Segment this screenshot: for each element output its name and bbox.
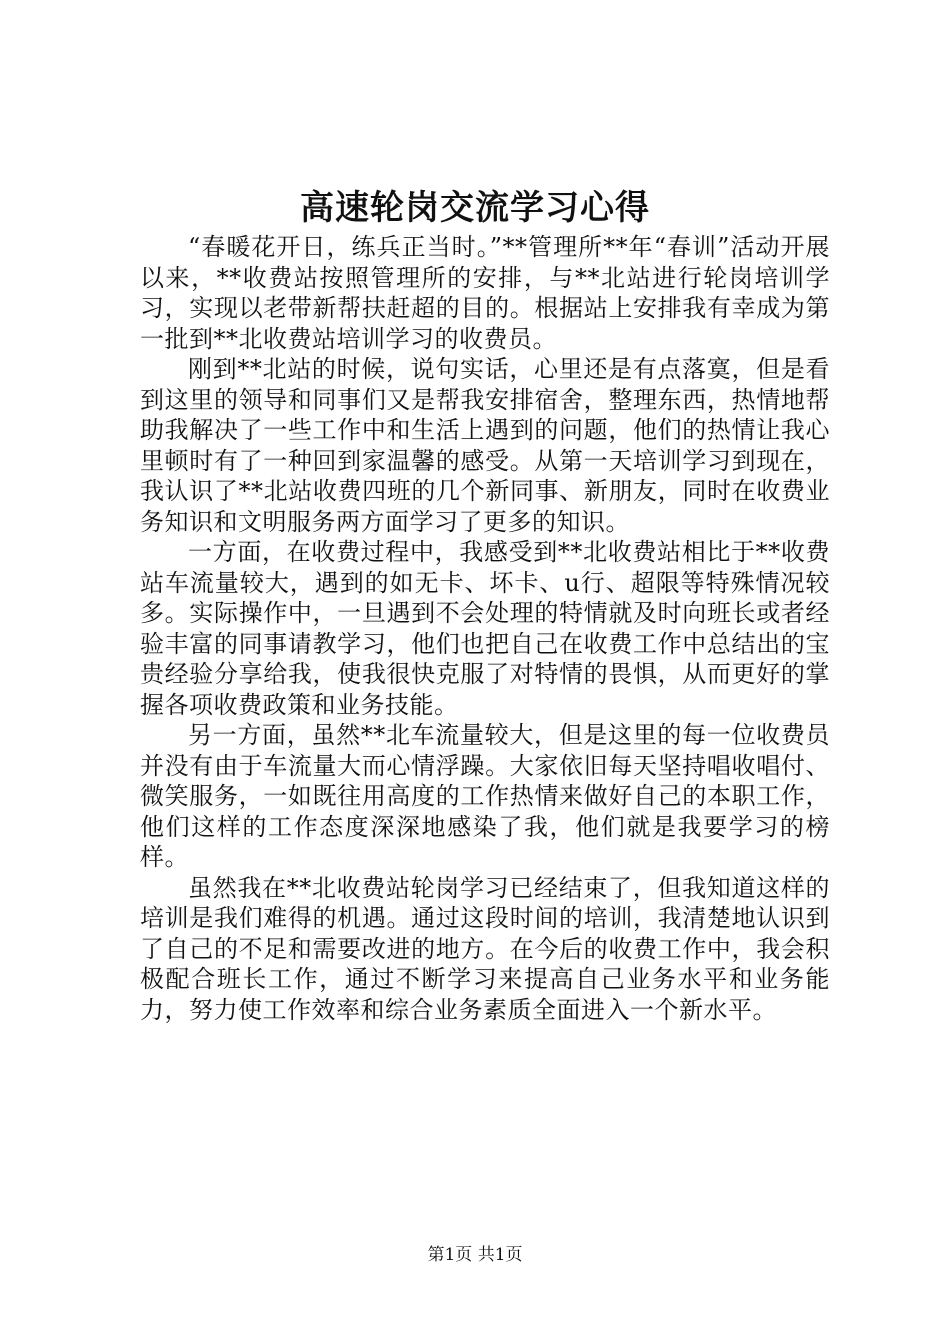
paragraph-4: 另一方面，虽然**北车流量较大，但是这里的每一位收费员并没有由于车流量大而心情浮躁。大家依旧每天坚持唱收唱付、微笑服务，一如既往用高度的工作热情来做好自己的本职工作，他们这样的工作态度深深地感染了我，他们就是我要学习的榜样。 xyxy=(140,721,830,871)
paragraph-5: 虽然我在**北收费站轮岗学习已经结束了，但我知道这样的培训是我们难得的机遇。通过这段时间的培训，我清楚地认识到了自己的不足和需要改进的地方。在今后的收费工作中，我会积极配合班长工作，通过不断学习来提高自己业务水平和业务能力，努力使工作效率和综合业务素质全面进入一个新水平。 xyxy=(140,873,830,1024)
document-body xyxy=(140,232,830,1025)
paragraph-3: 一方面，在收费过程中，我感受到**北收费站相比于**收费站车流量较大，遇到的如无卡、坏卡、u行、超限等特殊情况较多。实际操作中，一旦遇到不会处理的特情就及时向班长或者经验丰富的同事请教学习，他们也把自己在收费工作中总结出的宝贵经验分享给我，使我很快克服了对特情的畏惧，从而更好的掌握各项收费政策和业务技能。 xyxy=(140,538,830,719)
paragraph-1: “春暖花开日，练兵正当时。”**管理所**年“春训”活动开展以来，**收费站按照管理所的安排，与**北站进行轮岗培训学习，实现以老带新帮扶赶超的目的。根据站上安排我有幸成为第一批到**北收费站培训学习的收费员。 xyxy=(140,233,830,353)
paragraph-2: 刚到**北站的时候，说句实话，心里还是有点落寞，但是看到这里的领导和同事们又是帮我安排宿舍，整理东西，热情地帮助我解决了一些工作中和生活上遇到的问题，他们的热情让我心里顿时有了一种回到家温馨的感受。从第一天培训学习到现在，我认识了**北站收费四班的几个新同事、新朋友，同时在收费业务知识和文明服务两方面学习了更多的知识。 xyxy=(140,355,830,536)
page-number-footer: 第1页 共1页 xyxy=(427,1245,523,1265)
document-title: 高速轮岗交流学习心得 xyxy=(300,188,650,228)
